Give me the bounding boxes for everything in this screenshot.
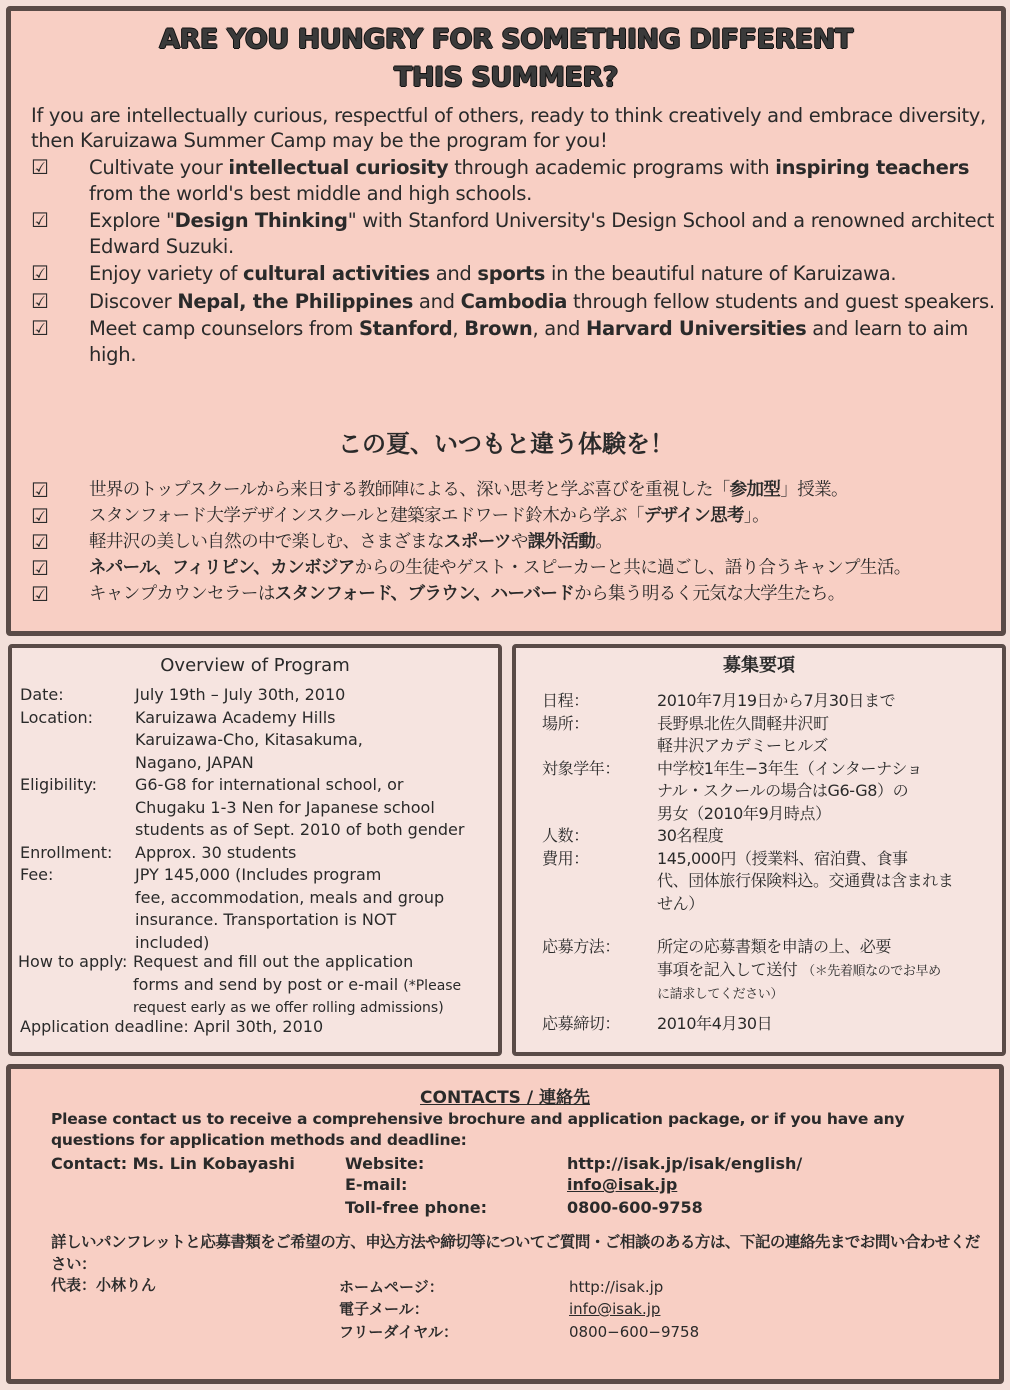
item-text: Explore " bbox=[89, 209, 175, 232]
email-link-en[interactable]: info@isak.jp bbox=[567, 1175, 678, 1194]
boshu-deadline-key: 応募締切： bbox=[542, 1013, 621, 1033]
boshu-title: 募集要項 bbox=[723, 655, 795, 676]
boshu-apply-value: 所定の応募書類を申請の上、必要 事項を記入して送付 bbox=[657, 937, 892, 979]
emphasis-text: デザイン思考 bbox=[643, 506, 744, 526]
detail-value: 2010年7月19日から7月30日まで bbox=[657, 691, 896, 710]
item-text: , bbox=[452, 317, 465, 340]
detail-key: 日程： bbox=[542, 691, 589, 710]
item-text: " with Stanford University's Design School and a renowned architect Edward Suzuki. bbox=[89, 209, 995, 258]
benefit-item-en bbox=[31, 208, 1006, 259]
checkbox-checked-icon: ☑ bbox=[31, 556, 49, 580]
overview-table bbox=[20, 684, 490, 954]
emphasis-text: Cambodia bbox=[460, 289, 568, 313]
item-text: 世界のトップスクールから来日する教師陣による、深い思考と学ぶ喜びを重視した「 bbox=[89, 480, 730, 500]
boshu-apply-key: 応募方法： bbox=[542, 937, 621, 956]
apply-value: Request and fill out the application forms and send by post or e-mail bbox=[133, 952, 414, 994]
email-link-jp[interactable]: info@isak.jp bbox=[569, 1300, 661, 1318]
headline-line1: ARE YOU HUNGRY FOR SOMETHING DIFFERENT bbox=[159, 24, 853, 55]
emphasis-text: 参加型 bbox=[729, 480, 781, 500]
boshu-table bbox=[542, 690, 992, 915]
boshu-deadline-value: 2010年4月30日 bbox=[657, 1013, 773, 1033]
checkbox-checked-icon: ☑ bbox=[31, 288, 49, 313]
overview-title: Overview of Program bbox=[160, 655, 350, 676]
emphasis-text: Brown bbox=[464, 317, 533, 340]
benefit-item-jp bbox=[31, 529, 1006, 555]
item-text: from the world's best middle and high schools. bbox=[89, 181, 533, 205]
item-text: や bbox=[510, 532, 528, 552]
overview-apply-table bbox=[18, 951, 492, 1019]
phone-number-jp: 0800−600−9758 bbox=[569, 1323, 700, 1341]
benefit-item-en bbox=[31, 316, 1006, 367]
detail-key: Location: bbox=[20, 707, 94, 727]
detail-key: 人数： bbox=[542, 826, 589, 845]
detail-key: 対象学年： bbox=[542, 758, 621, 778]
emphasis-text: sports bbox=[477, 262, 546, 285]
benefit-item-jp bbox=[31, 477, 1006, 503]
item-text: Enjoy variety of bbox=[89, 262, 243, 285]
boshu-apply-table bbox=[542, 936, 992, 1035]
benefit-item-en bbox=[31, 261, 1006, 287]
item-text: Discover bbox=[89, 289, 178, 313]
summer-camp-intro-panel bbox=[6, 6, 1006, 636]
item-text: , and bbox=[532, 317, 586, 340]
website-link-en[interactable]: http://isak.jp/isak/english/ bbox=[567, 1154, 803, 1173]
checkbox-checked-icon: ☑ bbox=[31, 530, 49, 554]
item-text: スタンフォード大学デザインスクールと建築家エドワード鈴木から学ぶ「 bbox=[89, 506, 644, 526]
detail-row bbox=[542, 690, 992, 713]
email-label-en: E-mail: bbox=[345, 1175, 408, 1194]
item-text: and learn to aim high. bbox=[89, 317, 969, 366]
japanese-benefits-list bbox=[31, 477, 1006, 607]
detail-row bbox=[20, 774, 490, 842]
checkbox-checked-icon: ☑ bbox=[31, 582, 49, 606]
phone-number-en: 0800-600-9758 bbox=[567, 1198, 703, 1217]
contacts-title: CONTACTS / 連絡先 bbox=[420, 1088, 590, 1108]
benefit-item-en bbox=[31, 155, 1006, 206]
detail-row bbox=[20, 864, 490, 954]
email-label-jp: 電子メール： bbox=[339, 1300, 429, 1318]
detail-value: Karuizawa Academy Hills Karuizawa-Cho, Kitasakuma, Nagano, JAPAN bbox=[135, 707, 363, 772]
item-text: in the beautiful nature of Karuizawa. bbox=[545, 262, 897, 285]
website-link-jp[interactable]: http://isak.jp bbox=[569, 1278, 664, 1296]
detail-key: 費用： bbox=[542, 848, 589, 868]
emphasis-text: ネパール、フィリピン、カンボジア bbox=[89, 558, 355, 578]
emphasis-text: 課外活動 bbox=[527, 532, 596, 552]
contact-person-en: Contact: Ms. Lin Kobayashi bbox=[51, 1154, 295, 1173]
overview-of-program-panel bbox=[8, 644, 502, 1056]
contacts-japanese-text: 詳しいパンフレットと応募書類をご希望の方、申込方法や締切等についてご質問・ご相談のある方は、下記の連絡先までお問い合わせください： bbox=[51, 1233, 980, 1273]
detail-row bbox=[542, 713, 992, 758]
emphasis-text: Design Thinking bbox=[174, 209, 348, 232]
item-text: 。 bbox=[595, 532, 613, 552]
detail-row bbox=[20, 707, 490, 775]
detail-row bbox=[542, 848, 992, 916]
item-text: Meet camp counselors from bbox=[89, 317, 359, 340]
detail-value: 145,000円（授業料、宿泊費、食事 代、団体旅行保険料込。交通費は含まれま せん） bbox=[657, 848, 954, 913]
english-benefits-list bbox=[31, 155, 1006, 369]
recruitment-details-panel bbox=[512, 644, 1006, 1056]
contact-person-jp: 代表：小林りん bbox=[51, 1276, 157, 1294]
contacts-english-text: Please contact us to receive a comprehensive brochure and application package, or if you have any questions for application methods and deadline: bbox=[51, 1110, 905, 1149]
detail-value: July 19th – July 30th, 2010 bbox=[135, 685, 346, 704]
item-text: からの生徒やゲスト・スピーカーと共に過ごし、語り合うキャンプ生活。 bbox=[354, 558, 911, 578]
checkbox-checked-icon: ☑ bbox=[31, 504, 49, 528]
item-text: and bbox=[429, 262, 478, 285]
detail-row bbox=[20, 842, 490, 865]
item-text: から集う明るく元気な大学生たち。 bbox=[574, 584, 845, 604]
checkbox-checked-icon: ☑ bbox=[31, 155, 49, 179]
emphasis-text: スポーツ bbox=[443, 532, 511, 552]
emphasis-text: intellectual curiosity bbox=[228, 156, 449, 179]
item-text: キャンプカウンセラーは bbox=[89, 584, 275, 604]
website-label-en: Website: bbox=[345, 1154, 425, 1173]
boshu-apply-note: （＊先着順なのでお早め に請求してください） bbox=[657, 963, 941, 1002]
detail-key: Eligibility: bbox=[20, 775, 98, 794]
headline-line2: THIS SUMMER? bbox=[394, 62, 618, 93]
detail-row bbox=[542, 825, 992, 848]
website-label-jp: ホームページ： bbox=[339, 1278, 444, 1296]
item-text: through fellow students and guest speakers. bbox=[567, 289, 995, 313]
item-text: and bbox=[413, 289, 461, 313]
benefit-item-en bbox=[31, 289, 1006, 315]
detail-row bbox=[542, 758, 992, 826]
item-text: Cultivate your bbox=[89, 156, 229, 179]
phone-label-en: Toll-free phone: bbox=[345, 1198, 487, 1217]
emphasis-text: inspiring teachers bbox=[775, 156, 970, 179]
detail-value: 中学校1年生−3年生（インターナショ ナル・スクールの場合はG6-G8）の 男女（2010年9月時点） bbox=[657, 758, 923, 823]
detail-key: Enrollment: bbox=[20, 842, 113, 862]
item-text: through academic programs with bbox=[448, 156, 776, 179]
benefit-item-jp bbox=[31, 555, 1006, 581]
checkbox-checked-icon: ☑ bbox=[31, 208, 49, 232]
emphasis-text: Harvard Universities bbox=[585, 317, 807, 340]
benefit-item-jp bbox=[31, 581, 1006, 607]
checkbox-checked-icon: ☑ bbox=[31, 316, 49, 340]
detail-value: JPY 145,000 (Includes program fee, accommodation, meals and group insurance. Transportation is NOT included) bbox=[135, 865, 445, 952]
overview-deadline: Application deadline: April 30th, 2010 bbox=[20, 1017, 324, 1036]
detail-value: 30名程度 bbox=[657, 826, 724, 845]
emphasis-text: Stanford bbox=[358, 317, 453, 340]
benefit-item-jp bbox=[31, 503, 1006, 529]
detail-value: Approx. 30 students bbox=[135, 842, 297, 862]
apply-note: (*Please request early as we offer rolling admissions) bbox=[133, 977, 462, 1016]
detail-row bbox=[20, 684, 490, 707]
checkbox-checked-icon: ☑ bbox=[31, 478, 49, 502]
phone-label-jp: フリーダイヤル： bbox=[339, 1323, 458, 1341]
item-text: 」。 bbox=[743, 506, 769, 526]
detail-key: Fee: bbox=[20, 865, 54, 884]
contacts-panel bbox=[6, 1064, 1004, 1384]
item-text: 」授業。 bbox=[780, 480, 848, 500]
item-text: 軽井沢の美しい自然の中で楽しむ、さまざまな bbox=[89, 532, 444, 552]
emphasis-text: Nepal, the Philippines bbox=[177, 289, 414, 313]
apply-key: How to apply: bbox=[18, 952, 128, 971]
intro-text: If you are intellectually curious, respectful of others, ready to think creatively and embrace diversity, then Karuizawa Summer Camp may be the program for you! bbox=[31, 104, 986, 152]
detail-key: Date: bbox=[20, 685, 64, 704]
emphasis-text: スタンフォード、ブラウン、ハーバード bbox=[274, 584, 575, 604]
detail-key: 場所： bbox=[542, 713, 589, 733]
checkbox-checked-icon: ☑ bbox=[31, 261, 49, 285]
japanese-title: この夏、いつもと違う体験を！ bbox=[338, 430, 674, 458]
detail-value: G6-G8 for international school, or Chugaku 1-3 Nen for Japanese school students as of Sept. 2010 of both gender bbox=[135, 775, 465, 839]
emphasis-text: cultural activities bbox=[242, 262, 430, 285]
detail-value: 長野県北佐久間軽井沢町 軽井沢アカデミーヒルズ bbox=[657, 713, 829, 755]
